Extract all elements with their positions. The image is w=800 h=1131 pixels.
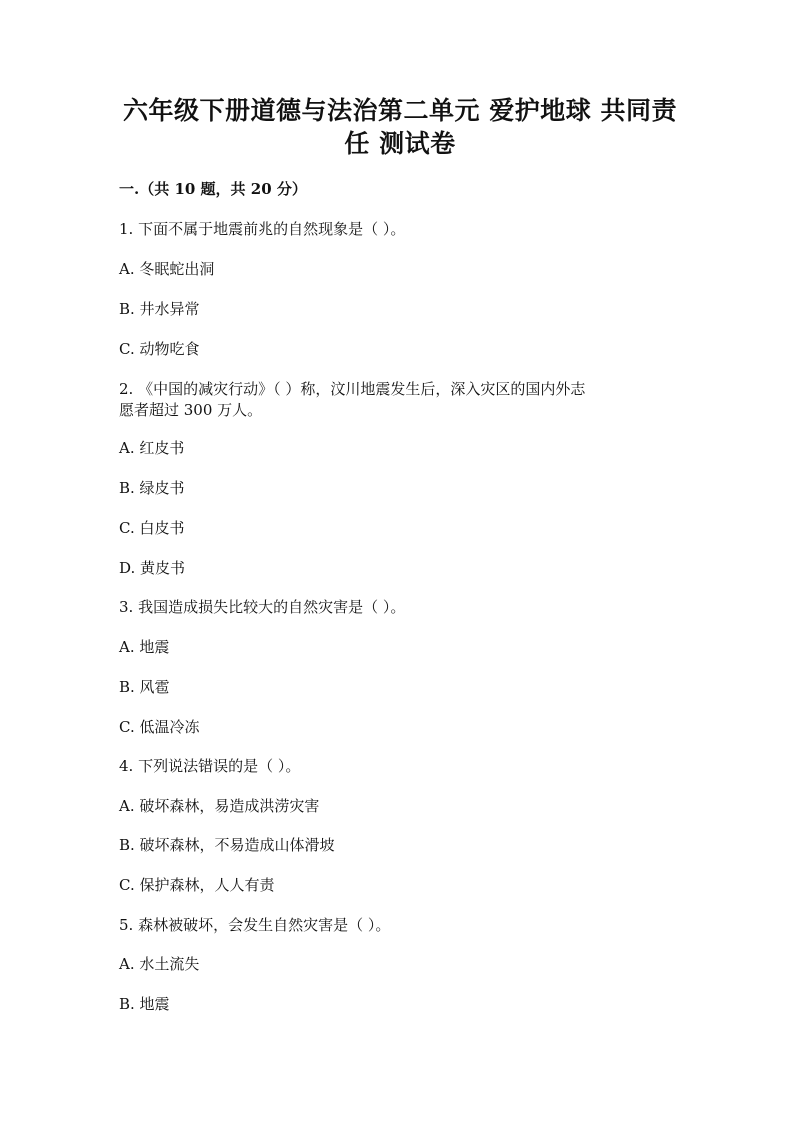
- title-line-1: 六年级下册道德与法治第二单元 爱护地球 共同责: [123, 96, 677, 125]
- question-3-stem: 3. 我国造成损失比较大的自然灾害是（ ）。: [119, 598, 406, 616]
- question-5-option-b: B. 地震: [119, 995, 170, 1013]
- section-heading: 一.（共 10 题，共 20 分）: [119, 180, 307, 198]
- page-title: [100, 94, 700, 160]
- question-1-stem: 1. 下面不属于地震前兆的自然现象是（ ）。: [119, 220, 406, 238]
- question-3-option-a: A. 地震: [119, 638, 170, 656]
- question-3-option-b: B. 风雹: [119, 678, 170, 696]
- question-2-stem: [119, 379, 679, 421]
- question-2-stem-line-2: 愿者超过 300 万人。: [119, 401, 263, 419]
- question-5-stem: 5. 森林被破坏，会发生自然灾害是（ ）。: [119, 916, 391, 934]
- title-line-2: 任 测试卷: [344, 129, 456, 158]
- question-4-stem: 4. 下列说法错误的是（ ）。: [119, 757, 301, 775]
- question-1-option-c: C. 动物吃食: [119, 340, 200, 358]
- question-4-option-a: A. 破坏森林，易造成洪涝灾害: [119, 797, 320, 815]
- question-3-option-c: C. 低温冷冻: [119, 718, 200, 736]
- question-5-option-a: A. 水土流失: [119, 955, 200, 973]
- question-1-option-b: B. 井水异常: [119, 300, 200, 318]
- question-1-option-a: A. 冬眠蛇出洞: [119, 260, 215, 278]
- question-2-stem-line-1: 2. 《中国的减灾行动》（ ）称，汶川地震发生后，深入灾区的国内外志: [119, 380, 586, 398]
- question-2-option-b: B. 绿皮书: [119, 479, 185, 497]
- question-2-option-a: A. 红皮书: [119, 439, 185, 457]
- question-4-option-b: B. 破坏森林，不易造成山体滑坡: [119, 836, 335, 854]
- question-2-option-c: C. 白皮书: [119, 519, 185, 537]
- question-4-option-c: C. 保护森林，人人有责: [119, 876, 275, 894]
- question-2-option-d: D. 黄皮书: [119, 559, 186, 577]
